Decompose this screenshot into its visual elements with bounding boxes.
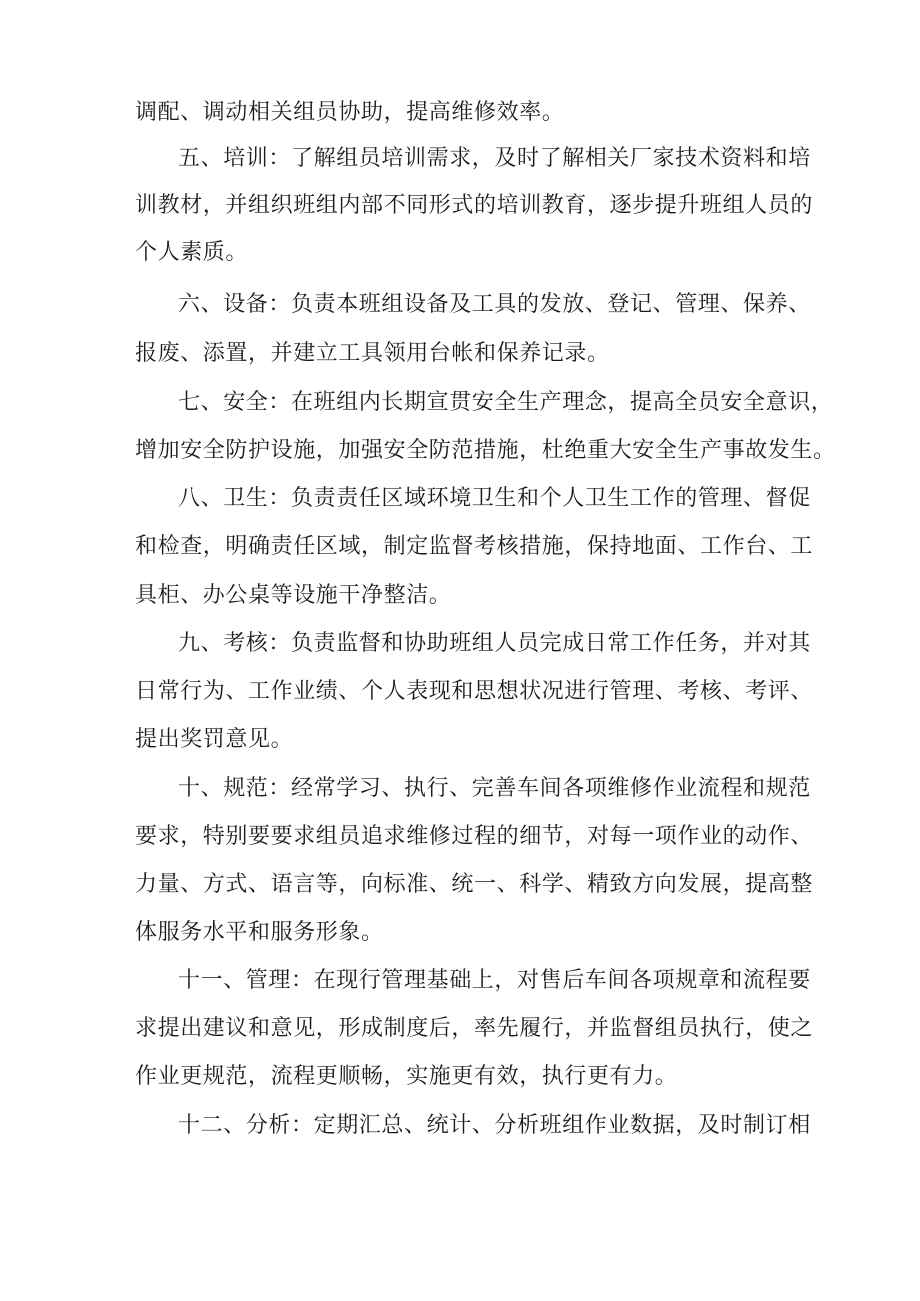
text-line: 提出奖罚意见。 [135,727,294,752]
text-line: 十、规范：经常学习、执行、完善车间各项维修作业流程和规范 [178,776,811,801]
text-line: 七、安全：在班组内长期宣贯安全生产理念，提高全员安全意识， [178,390,834,415]
text-line: 六、设备：负责本班组设备及工具的发放、登记、管理、保养、 [178,292,811,317]
text-line: 求提出建议和意见，形成制度后，率先履行，并监督组员执行，使之 [135,1016,814,1041]
text-line: 力量、方式、语言等，向标准、统一、科学、精致方向发展，提高整 [135,872,814,897]
text-line: 增加安全防护设施，加强安全防范措施，杜绝重大安全生产事故发生。 [135,438,836,463]
text-line: 八、卫生：负责责任区域环境卫生和个人卫生工作的管理、督促 [178,486,811,511]
text-line: 十一、管理：在现行管理基础上，对售后车间各项规章和流程要 [178,968,811,993]
text-line: 调配、调动相关组员协助，提高维修效率。 [135,100,565,125]
text-line: 五、培训：了解组员培训需求，及时了解相关厂家技术资料和培 [178,146,811,171]
text-line: 日常行为、工作业绩、个人表现和思想状况进行管理、考核、考评、 [135,679,814,704]
text-line: 具柜、办公桌等设施干净整洁。 [135,583,452,608]
text-line: 报废、添置，并建立工具领用台帐和保养记录。 [135,341,610,366]
text-line: 要求，特别要要求组员追求维修过程的细节，对每一项作业的动作、 [135,824,814,849]
text-line: 个人素质。 [135,240,249,265]
text-line: 作业更规范，流程更顺畅，实施更有效，执行更有力。 [135,1064,678,1089]
text-line: 十二、分析：定期汇总、统计、分析班组作业数据，及时制订相 [178,1113,811,1138]
text-line: 和检查，明确责任区域，制定监督考核措施，保持地面、工作台、工 [135,534,814,559]
text-line: 九、考核：负责监督和协助班组人员完成日常工作任务，并对其 [178,631,811,656]
text-line: 训教材，并组织班组内部不同形式的培训教育，逐步提升班组人员的 [135,193,814,218]
text-line: 体服务水平和服务形象。 [135,920,384,945]
